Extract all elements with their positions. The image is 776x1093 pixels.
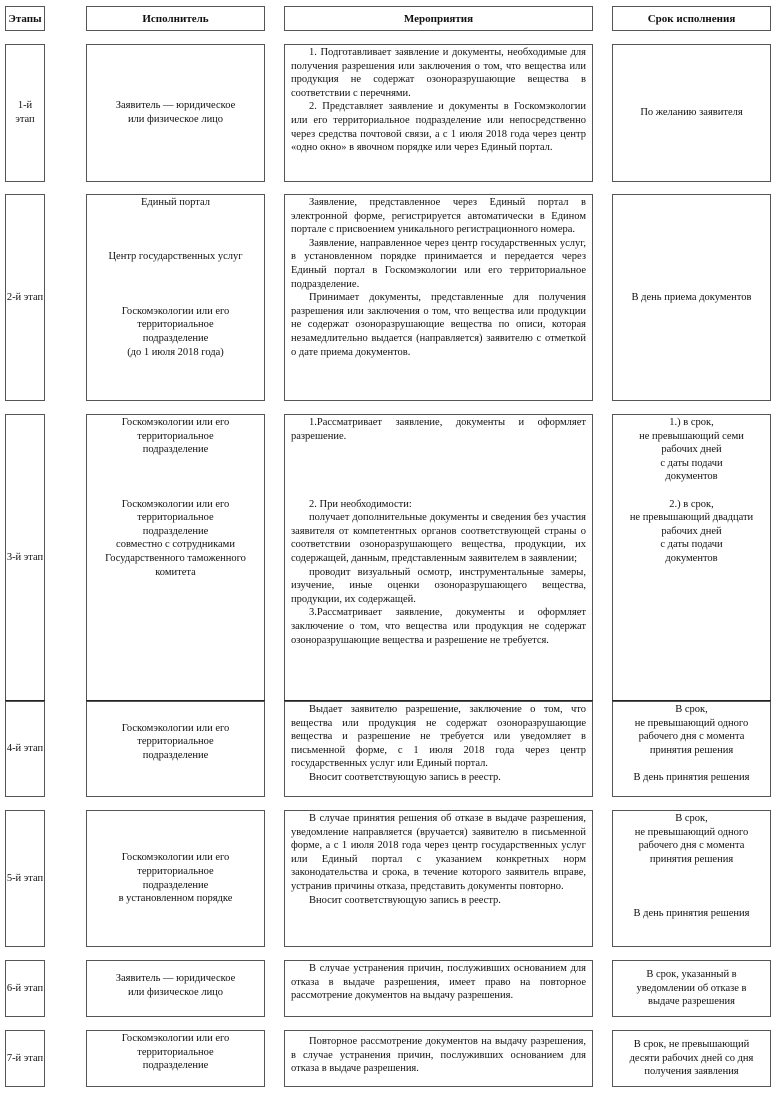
activities-cell bbox=[284, 701, 593, 797]
executor-cell bbox=[86, 701, 265, 797]
deadline-line: с даты подачи bbox=[660, 457, 723, 469]
activity-paragraph: 1.Рассматривает заявление, документы и оформляет разрешение. bbox=[291, 417, 586, 442]
stage-cell bbox=[5, 194, 45, 401]
header-deadline-label: Срок исполнения bbox=[647, 12, 736, 25]
activities-cell bbox=[284, 414, 593, 701]
executor-line: территориальное bbox=[137, 1046, 214, 1058]
deadline-line: документов bbox=[665, 552, 718, 564]
deadline-line: не превышающий двадцати bbox=[629, 512, 754, 524]
header-deadline bbox=[612, 6, 771, 31]
deadline-line: уведомлении об отказе в bbox=[636, 982, 747, 994]
activities-cell bbox=[284, 194, 593, 401]
executor-line: подразделение bbox=[142, 749, 209, 761]
header-executor-label: Исполнитель bbox=[142, 12, 209, 25]
activity-paragraph: Вносит соответствующую запись в реестр. bbox=[309, 771, 501, 783]
stage-label: 5-й этап bbox=[6, 872, 44, 884]
activity-paragraph: Заявление, направленное через центр государственных услуг, в установленном порядке принимается и передается через Единый портал в Госкомэкологии или его территориальное подразделение. bbox=[291, 237, 586, 290]
stage-cell bbox=[5, 701, 45, 797]
activity-paragraph: 2. Представляет заявление и документы в Госкомэкологии или его территориальное подразделение или непосредственно через средства почтовой связи, а с 1 июля 2018 года через центр «одно окно» в явочном порядке или через Единый портал. bbox=[291, 101, 586, 154]
deadline-line: не превышающий семи bbox=[639, 430, 744, 442]
deadline-line: десяти рабочих дней со дня bbox=[629, 1052, 754, 1064]
deadline-cell bbox=[612, 414, 771, 701]
deadline-line: В срок, указанный в bbox=[646, 969, 737, 981]
deadline-line: получения заявления bbox=[644, 1066, 739, 1078]
executor-cell bbox=[86, 194, 265, 401]
deadline-line: с даты подачи bbox=[660, 539, 723, 551]
deadline-line: рабочих дней bbox=[661, 525, 722, 537]
executor-line: подразделение bbox=[142, 332, 209, 344]
stage-label: 7-й этап bbox=[6, 1052, 44, 1064]
executor-line: Госкомэкологии или его bbox=[121, 722, 230, 734]
executor-line: Госкомэкологии или его bbox=[121, 498, 230, 510]
stage-label: этап bbox=[15, 114, 35, 125]
deadline-line: не превышающий одного bbox=[634, 717, 749, 729]
deadline-line: рабочего дня с момента bbox=[638, 731, 745, 743]
deadline-cell bbox=[612, 194, 771, 401]
stage-cell bbox=[5, 44, 45, 182]
executor-line: Госкомэкологии или его bbox=[121, 417, 230, 428]
activities-cell bbox=[284, 810, 593, 947]
activity-paragraph: 1. Подготавливает заявление и документы, необходимые для получения разрешения или заключения о том, что вещества или продукция не содержат озоноразрушающие вещества в соответствии с перечнями. bbox=[291, 47, 586, 99]
executor-line: территориальное bbox=[137, 736, 214, 748]
header-activities-label: Мероприятия bbox=[403, 12, 474, 25]
executor-line: территориальное bbox=[137, 512, 214, 524]
executor-line: Заявитель — юридическое bbox=[115, 972, 236, 984]
activity-paragraph: получает дополнительные документы и сведения без участия заявителя от компетентных органов соответствующей страны о соответствии озоноразрушающего вещества, продукции, их содержащей, данным, представленным заявителем в заявлении; bbox=[291, 512, 586, 564]
header-executor bbox=[86, 6, 265, 31]
stage-label: 3-й этап bbox=[6, 551, 44, 563]
deadline-cell bbox=[612, 701, 771, 797]
stage-label: 6-й этап bbox=[6, 982, 44, 994]
activity-paragraph: В случае устранения причин, послуживших основанием для отказа в выдаче разрешения, имеет право на повторное рассмотрение документов на выдачу разрешения. bbox=[291, 963, 586, 1002]
stage-label: 4-й этап bbox=[6, 743, 44, 755]
activity-paragraph: Повторное рассмотрение документов на выдачу разрешения, в случае устранения причин, послуживших основанием для отказа в выдаче разрешения. bbox=[291, 1036, 586, 1075]
deadline-line: выдаче разрешения bbox=[648, 996, 735, 1008]
activity-paragraph: 2. При необходимости: bbox=[309, 498, 412, 510]
executor-line: Государственного таможенного bbox=[105, 552, 246, 564]
deadline-line: принятия решения bbox=[649, 744, 734, 756]
executor-line: или физическое лицо bbox=[127, 986, 224, 998]
deadline-line: не превышающий одного bbox=[634, 826, 749, 838]
header-activities bbox=[284, 6, 593, 31]
executor-cell bbox=[86, 960, 265, 1017]
deadline-line: По желанию заявителя bbox=[640, 107, 743, 119]
executor-cell bbox=[86, 44, 265, 182]
stage-cell bbox=[5, 960, 45, 1017]
executor-line: Единый портал bbox=[141, 197, 210, 208]
deadline-line: В день принятия решения bbox=[633, 908, 750, 920]
executor-cell bbox=[86, 1030, 265, 1087]
executor-line: подразделение bbox=[142, 879, 209, 891]
executor-line: комитета bbox=[155, 566, 196, 578]
executor-line: подразделение bbox=[142, 444, 209, 456]
executor-line: территориальное bbox=[137, 430, 214, 442]
deadline-line: В день принятия решения bbox=[633, 771, 750, 783]
deadline-line: документов bbox=[665, 471, 718, 483]
activity-paragraph: Принимает документы, представленные для получения разрешения или заключения о том, что вещества или продукции не содержат озоноразрушающие вещества по описи, которая незамедлительно выдается (направляется) заявителю с отметкой о дате приема документов. bbox=[291, 292, 586, 358]
activity-paragraph: проводит визуальный осмотр, инструментальные замеры, изучение, иные оценки озоноразрушающего вещества, продукции, их содержащей. bbox=[291, 566, 586, 605]
executor-line: Госкомэкологии или его bbox=[121, 305, 230, 317]
deadline-line: рабочих дней bbox=[661, 444, 722, 456]
stage-cell bbox=[5, 1030, 45, 1087]
deadline-cell bbox=[612, 1030, 771, 1087]
executor-line: (до 1 июля 2018 года) bbox=[127, 346, 224, 358]
deadline-line: В срок, не превышающий bbox=[633, 1039, 750, 1051]
executor-line: территориальное bbox=[137, 319, 214, 331]
executor-line: Госкомэкологии или его bbox=[121, 1033, 230, 1044]
activities-cell bbox=[284, 1030, 593, 1087]
executor-line: или физическое лицо bbox=[127, 114, 224, 125]
executor-line: территориальное bbox=[137, 865, 214, 877]
activity-paragraph: Выдает заявителю разрешение, заключение о том, что вещества или продукция не содержат озоноразрушающие вещества и разрешение не требуется или уведомляет в письменной форме, с 1 июля 2018 года через центр государственных услуг или Единый портал. bbox=[291, 704, 586, 770]
activities-cell bbox=[284, 960, 593, 1017]
stage-label: 2-й этап bbox=[6, 291, 44, 303]
deadline-line: 2.) в срок, bbox=[669, 498, 714, 510]
deadline-line: В срок, bbox=[675, 704, 708, 715]
executor-line: подразделение bbox=[142, 1060, 209, 1072]
executor-line: Центр государственных услуг bbox=[108, 251, 243, 263]
deadline-cell bbox=[612, 810, 771, 947]
activity-paragraph: В случае принятия решения об отказе в выдаче разрешения, уведомление направляется (вручается) заявителю в письменной форме, а с 1 июля 2018 года через центр государственных услуг или Единый портал с указанием конкретных норм законодательства и срока, в течение которого заявитель вправе, устранив причины отказа, представить документы повторно. bbox=[291, 813, 586, 892]
executor-line: в установленном порядке bbox=[118, 893, 233, 905]
executor-cell bbox=[86, 414, 265, 701]
deadline-line: 1.) в срок, bbox=[669, 417, 714, 428]
stage-cell bbox=[5, 810, 45, 947]
deadline-line: рабочего дня с момента bbox=[638, 840, 745, 852]
deadline-line: В срок, bbox=[675, 813, 708, 824]
stage-cell bbox=[5, 414, 45, 701]
stage-label: 1-й bbox=[17, 100, 33, 112]
executor-line: Заявитель — юридическое bbox=[115, 100, 236, 112]
activity-paragraph: 3.Рассматривает заявление, документы и оформляет заключение о том, что вещества или продукция не содержат озоноразрушающие вещества и разрешение не требуется. bbox=[291, 607, 586, 646]
activity-paragraph: Вносит соответствующую запись в реестр. bbox=[309, 894, 501, 906]
deadline-cell bbox=[612, 44, 771, 182]
executor-line: совместно с сотрудниками bbox=[116, 539, 235, 551]
deadline-line: В день приема документов bbox=[631, 291, 752, 303]
activities-cell bbox=[284, 44, 593, 182]
activity-paragraph: Заявление, представленное через Единый портал в электронной форме, регистрируется автоматически в Едином портале с присвоением уникального регистрационного номера. bbox=[291, 197, 586, 236]
deadline-cell bbox=[612, 960, 771, 1017]
header-stages-label: Этапы bbox=[8, 12, 42, 25]
header-stages bbox=[5, 6, 45, 31]
executor-cell bbox=[86, 810, 265, 947]
executor-line: подразделение bbox=[142, 525, 209, 537]
executor-line: Госкомэкологии или его bbox=[121, 852, 230, 864]
deadline-line: принятия решения bbox=[649, 853, 734, 865]
